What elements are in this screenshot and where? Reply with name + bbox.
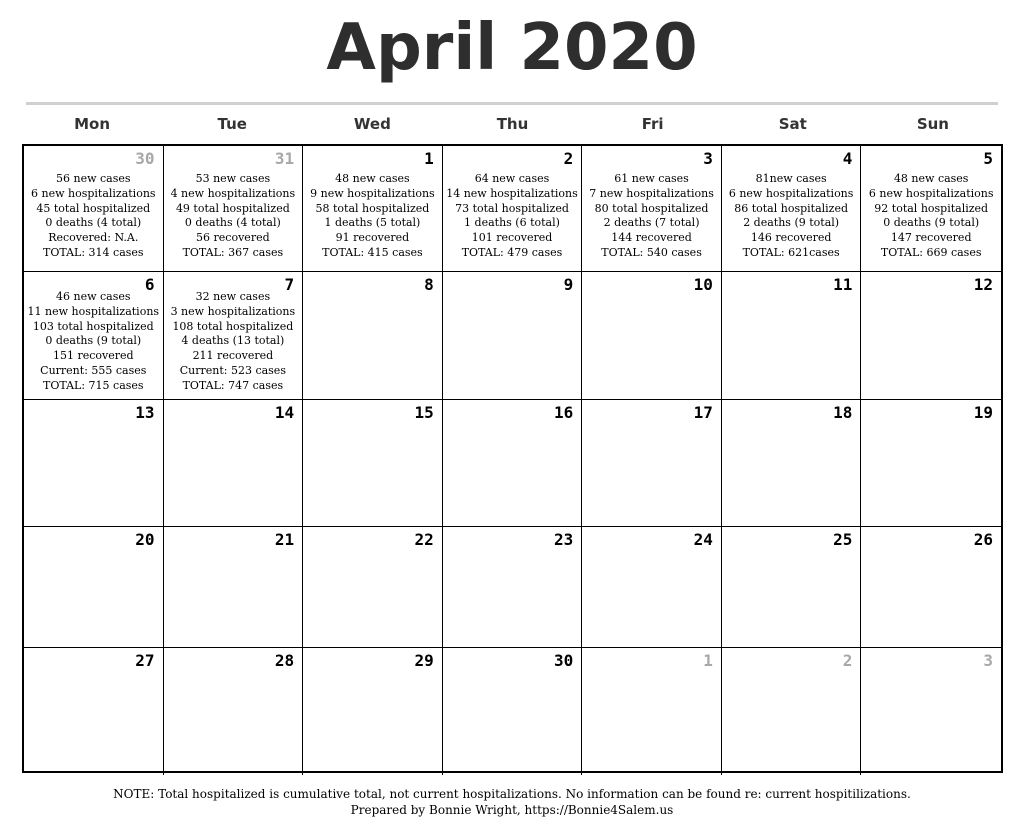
day-number: 27 — [135, 651, 155, 670]
day-cell — [722, 648, 862, 775]
day-cell — [303, 527, 443, 648]
day-cell — [861, 648, 1001, 775]
day-number: 17 — [693, 403, 713, 422]
day-cell — [443, 400, 583, 527]
day-stats — [303, 172, 442, 261]
day-number: 2 — [842, 651, 853, 670]
day-number: 18 — [833, 403, 853, 422]
day-cell — [443, 527, 583, 648]
day-number: 11 — [833, 275, 853, 294]
stat-line: Recovered: N.A. — [48, 231, 139, 245]
day-number: 24 — [693, 530, 713, 549]
day-cell — [164, 400, 304, 527]
stat-line: 81new cases — [755, 172, 827, 185]
weekday-thu: Thu — [496, 115, 529, 133]
day-stats — [582, 172, 721, 261]
day-number: 12 — [973, 275, 993, 294]
weekday-sun: Sun — [916, 115, 949, 133]
day-number: 14 — [274, 403, 295, 422]
day-cell — [861, 146, 1001, 272]
day-cell — [303, 648, 443, 775]
stat-line: 2 deaths (7 total) — [603, 216, 700, 230]
stat-line: 4 new hospitalizations — [170, 186, 296, 200]
stat-line: 151 recovered — [52, 349, 134, 363]
stat-line: 48 new cases — [893, 172, 969, 185]
stat-line: 48 new cases — [335, 172, 410, 185]
day-number: 6 — [144, 275, 155, 294]
stat-line: 45 total hospitalized — [36, 201, 151, 215]
page-title: April 2020 — [326, 11, 698, 85]
day-cell — [303, 272, 443, 400]
stat-line: 11 new hospitalizations — [27, 304, 160, 318]
day-number: 3 — [703, 149, 713, 168]
stat-line: TOTAL: 415 cases — [322, 245, 423, 259]
stat-line: 92 total hospitalized — [874, 201, 989, 215]
stat-line: 80 total hospitalized — [594, 201, 709, 215]
day-number: 29 — [414, 651, 434, 670]
stat-line: TOTAL: 479 cases — [461, 245, 563, 259]
day-stats — [443, 172, 582, 261]
stat-line: 108 total hospitalized — [172, 319, 294, 333]
stat-line: 73 total hospitalized — [455, 201, 569, 215]
weekday-sat: Sat — [778, 115, 807, 133]
day-cell — [861, 527, 1001, 648]
stat-line: 2 deaths (9 total) — [743, 216, 840, 230]
day-number: 8 — [424, 275, 434, 294]
day-cell — [303, 146, 443, 272]
stat-line: 144 recovered — [611, 231, 692, 245]
stat-line: 0 deaths (9 total) — [883, 216, 980, 230]
day-number: 21 — [274, 530, 295, 549]
stat-line: 9 new hospitalizations — [310, 186, 435, 200]
day-number: 22 — [414, 530, 434, 549]
day-number: 1 — [424, 149, 434, 168]
day-number: 4 — [842, 149, 853, 168]
title-divider — [26, 102, 998, 105]
day-cell — [722, 400, 862, 527]
day-stats — [24, 172, 163, 261]
weekday-mon: Mon — [74, 115, 111, 133]
weekday-tue: Tue — [217, 115, 247, 133]
stat-line: 146 recovered — [750, 231, 832, 245]
day-number: 28 — [274, 651, 295, 670]
stat-line: Current: 555 cases — [40, 363, 147, 377]
stat-line: 0 deaths (9 total) — [45, 334, 142, 348]
stat-line: 4 deaths (13 total) — [181, 334, 285, 348]
stat-line: TOTAL: 621cases — [742, 245, 840, 259]
stat-line: 53 new cases — [195, 172, 271, 185]
stat-line: 6 new hospitalizations — [728, 186, 854, 200]
day-number: 7 — [284, 275, 295, 294]
day-cell — [722, 272, 862, 400]
stat-line: 211 recovered — [192, 349, 274, 363]
calendar-grid — [22, 144, 1003, 773]
day-cell — [164, 648, 304, 775]
stat-line: TOTAL: 715 cases — [43, 378, 144, 392]
day-number: 13 — [135, 403, 155, 422]
day-number: 19 — [973, 403, 993, 422]
day-number: 16 — [554, 403, 574, 422]
stat-line: 147 recovered — [890, 231, 972, 245]
day-cell — [303, 400, 443, 527]
day-cell — [443, 272, 583, 400]
day-cell — [861, 400, 1001, 527]
stat-line: 32 new cases — [195, 290, 271, 303]
stat-line: TOTAL: 669 cases — [880, 245, 982, 259]
day-number: 15 — [414, 403, 434, 422]
day-cell — [722, 146, 862, 272]
stat-line: 6 new hospitalizations — [30, 186, 156, 200]
stat-line: 46 new cases — [56, 290, 131, 303]
day-number: 1 — [703, 651, 713, 670]
day-number: 2 — [563, 149, 574, 168]
stat-line: 61 new cases — [614, 172, 689, 185]
footer-note: NOTE: Total hospitalized is cumulative total, not current hospitalizations. No information can be found re: current hospitilizations. — [113, 787, 911, 801]
stat-line: 0 deaths (4 total) — [184, 216, 281, 230]
stat-line: TOTAL: 747 cases — [182, 378, 284, 392]
day-cell — [164, 527, 304, 648]
day-cell — [164, 272, 304, 400]
day-number: 26 — [973, 530, 993, 549]
stat-line: 86 total hospitalized — [734, 201, 849, 215]
day-stats — [24, 290, 163, 394]
day-number: 23 — [554, 530, 574, 549]
day-cell — [582, 527, 722, 648]
stat-line: 3 new hospitalizations — [170, 304, 296, 318]
day-cell — [722, 527, 862, 648]
day-number: 3 — [983, 651, 993, 670]
day-number: 5 — [983, 149, 993, 168]
day-number: 20 — [135, 530, 155, 549]
stat-line: 58 total hospitalized — [315, 201, 430, 215]
stat-line: TOTAL: 540 cases — [601, 245, 702, 259]
weekday-wed: Wed — [353, 115, 391, 133]
stat-line: 56 new cases — [56, 172, 131, 185]
day-number: 30 — [135, 149, 155, 168]
day-number: 30 — [554, 651, 574, 670]
day-stats — [164, 172, 303, 261]
stat-line: 7 new hospitalizations — [589, 186, 714, 200]
day-cell — [164, 146, 304, 272]
stat-line: 6 new hospitalizations — [868, 186, 994, 200]
day-cell — [861, 272, 1001, 400]
day-cell — [24, 146, 164, 272]
day-number: 9 — [563, 275, 574, 294]
stat-line: 103 total hospitalized — [32, 319, 154, 333]
day-cell — [443, 146, 583, 272]
weekday-fri: Fri — [641, 115, 664, 133]
stat-line: 56 recovered — [196, 231, 270, 245]
day-number: 10 — [693, 275, 713, 294]
day-cell — [24, 527, 164, 648]
stat-line: 1 deaths (6 total) — [464, 216, 560, 230]
day-number: 25 — [833, 530, 853, 549]
day-cell — [582, 146, 722, 272]
day-cell — [24, 272, 164, 400]
day-stats — [164, 290, 303, 394]
day-cell — [24, 400, 164, 527]
stat-line: TOTAL: 367 cases — [182, 245, 284, 259]
day-cell — [582, 272, 722, 400]
stat-line: 91 recovered — [335, 231, 410, 245]
day-cell — [443, 648, 583, 775]
stat-line: 49 total hospitalized — [175, 201, 290, 215]
stat-line: 14 new hospitalizations — [446, 186, 578, 200]
day-cell — [24, 648, 164, 775]
stat-line: TOTAL: 314 cases — [43, 245, 144, 259]
weekday-header — [22, 112, 1003, 136]
day-number: 31 — [274, 149, 295, 168]
day-cell — [582, 648, 722, 775]
stat-line: 64 new cases — [474, 172, 550, 185]
footer — [0, 786, 1024, 818]
stat-line: 101 recovered — [471, 231, 553, 245]
day-stats — [861, 172, 1001, 261]
day-stats — [722, 172, 861, 261]
stat-line: 1 deaths (5 total) — [324, 216, 421, 230]
stat-line: Current: 523 cases — [179, 363, 286, 377]
footer-credit: Prepared by Bonnie Wright, https://Bonnie4Salem.us — [350, 803, 674, 817]
stat-line: 0 deaths (4 total) — [45, 216, 142, 230]
day-cell — [582, 400, 722, 527]
